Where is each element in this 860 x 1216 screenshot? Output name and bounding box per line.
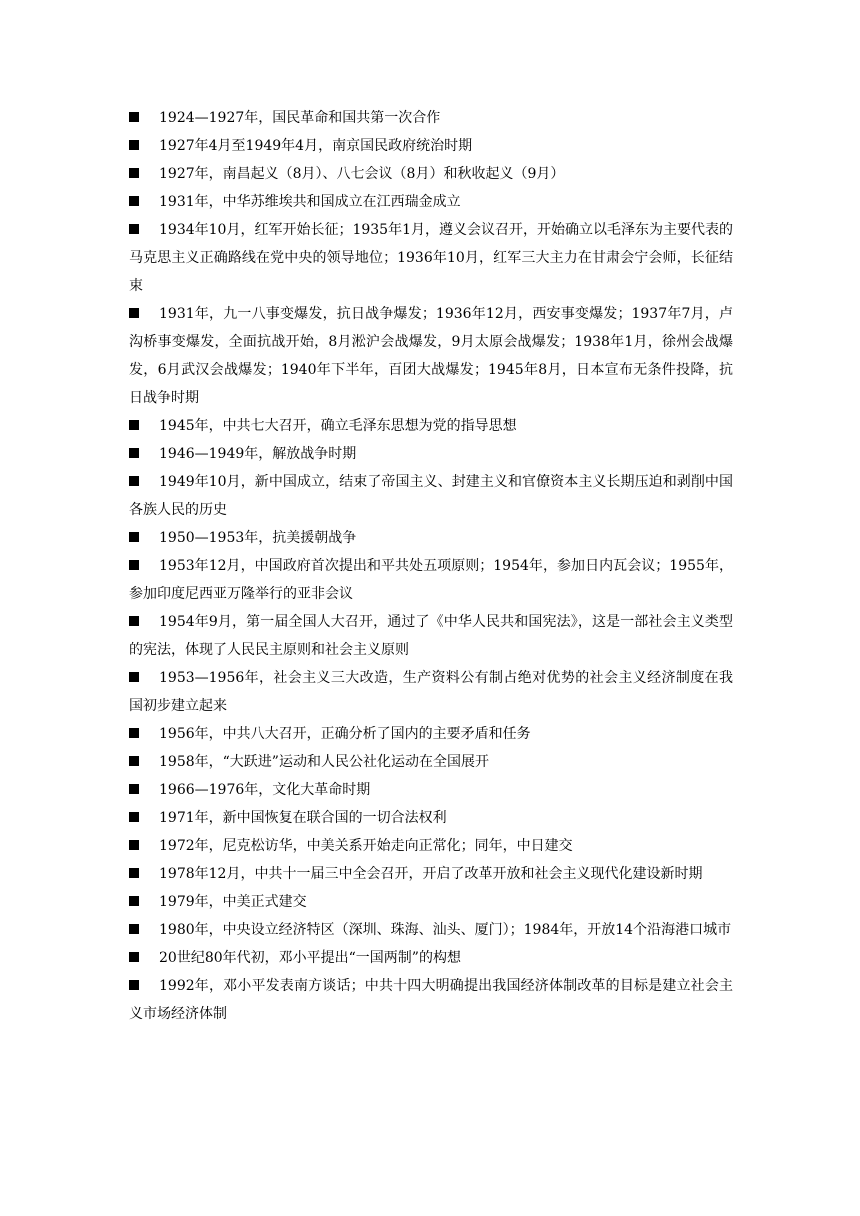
timeline-entry: [129, 944, 733, 972]
square-bullet-icon: [129, 728, 139, 738]
entry-text: 1927年，南昌起义（8月）、八七会议（8月）和秋收起义（9月）: [159, 166, 565, 182]
timeline-entry: [129, 608, 733, 664]
entry-text: 1924—1927年，国民革命和国共第一次合作: [159, 110, 441, 126]
entry-text: 1992年，邓小平发表南方谈话；中共十四大明确提出我国经济体制改革的目标是建立社会主义市场经济体制: [129, 978, 733, 1022]
entry-text: 1927年4月至1949年4月，南京国民政府统治时期: [159, 138, 473, 154]
entry-text: 1931年，中华苏维埃共和国成立在江西瑞金成立: [159, 194, 461, 210]
timeline-entry: [129, 468, 733, 524]
entry-text: 1949年10月，新中国成立，结束了帝国主义、封建主义和官僚资本主义长期压迫和剥削中国各族人民的历史: [129, 474, 733, 518]
timeline-entry: [129, 720, 733, 748]
timeline-entry: [129, 132, 733, 160]
timeline-entry: [129, 664, 733, 720]
square-bullet-icon: [129, 952, 139, 962]
square-bullet-icon: [129, 784, 139, 794]
square-bullet-icon: [129, 840, 139, 850]
timeline-entry: [129, 216, 733, 300]
square-bullet-icon: [129, 420, 139, 430]
timeline-entry: [129, 300, 733, 412]
entry-text: 1945年，中共七大召开，确立毛泽东思想为党的指导思想: [159, 418, 517, 434]
entry-text: 1934年10月，红军开始长征；1935年1月，遵义会议召开，开始确立以毛泽东为主要代表的马克思主义正确路线在党中央的领导地位；1936年10月，红军三大主力在甘肃会宁会师，长征结束: [129, 222, 733, 294]
square-bullet-icon: [129, 476, 139, 486]
square-bullet-icon: [129, 140, 139, 150]
entry-text: 20世纪80年代初，邓小平提出“一国两制”的构想: [159, 950, 461, 966]
document-page: [129, 104, 733, 1028]
entry-text: 1966—1976年，文化大革命时期: [159, 782, 371, 798]
timeline-entry: [129, 888, 733, 916]
timeline-entry: [129, 552, 733, 608]
square-bullet-icon: [129, 560, 139, 570]
square-bullet-icon: [129, 308, 139, 318]
square-bullet-icon: [129, 616, 139, 626]
entry-text: 1946—1949年，解放战争时期: [159, 446, 357, 462]
timeline-entry: [129, 412, 733, 440]
square-bullet-icon: [129, 168, 139, 178]
timeline-entry: [129, 804, 733, 832]
entry-text: 1978年12月，中共十一届三中全会召开，开启了改革开放和社会主义现代化建设新时期: [159, 866, 703, 882]
entry-text: 1954年9月，第一届全国人大召开，通过了《中华人民共和国宪法》，这是一部社会主义类型的宪法，体现了人民民主原则和社会主义原则: [129, 614, 733, 658]
entry-text: 1953—1956年，社会主义三大改造，生产资料公有制占绝对优势的社会主义经济制度在我国初步建立起来: [129, 670, 733, 714]
square-bullet-icon: [129, 812, 139, 822]
square-bullet-icon: [129, 532, 139, 542]
timeline-entry: [129, 860, 733, 888]
entry-text: 1956年，中共八大召开，正确分析了国内的主要矛盾和任务: [159, 726, 531, 742]
timeline-entry: [129, 972, 733, 1028]
timeline-entry: [129, 524, 733, 552]
timeline-entry: [129, 748, 733, 776]
timeline-entry: [129, 440, 733, 468]
entry-text: 1958年，“大跃进”运动和人民公社化运动在全国展开: [159, 754, 489, 770]
square-bullet-icon: [129, 896, 139, 906]
timeline-entry: [129, 916, 733, 944]
square-bullet-icon: [129, 980, 139, 990]
entry-text: 1980年，中央设立经济特区（深圳、珠海、汕头、厦门）；1984年，开放14个沿海港口城市: [159, 922, 732, 938]
entry-text: 1931年，九一八事变爆发，抗日战争爆发；1936年12月，西安事变爆发；1937年7月，卢沟桥事变爆发，全面抗战开始，8月淞沪会战爆发，9月太原会战爆发；1938年1月，徐州会战爆发，6月武汉会战爆发；1940年下半年，百团大战爆发；1945年8月，日本宣布无条件投降，抗日战争时期: [129, 306, 733, 406]
timeline-entry: [129, 776, 733, 804]
timeline-entry: [129, 160, 733, 188]
square-bullet-icon: [129, 224, 139, 234]
timeline-entry: [129, 104, 733, 132]
square-bullet-icon: [129, 448, 139, 458]
entry-text: 1971年，新中国恢复在联合国的一切合法权利: [159, 810, 447, 826]
square-bullet-icon: [129, 756, 139, 766]
square-bullet-icon: [129, 672, 139, 682]
entry-text: 1979年，中美正式建交: [159, 894, 307, 910]
square-bullet-icon: [129, 868, 139, 878]
entry-text: 1950—1953年，抗美援朝战争: [159, 530, 357, 546]
square-bullet-icon: [129, 112, 139, 122]
entry-text: 1972年，尼克松访华，中美关系开始走向正常化；同年，中日建交: [159, 838, 573, 854]
square-bullet-icon: [129, 196, 139, 206]
square-bullet-icon: [129, 924, 139, 934]
timeline-entry: [129, 832, 733, 860]
entry-text: 1953年12月，中国政府首次提出和平共处五项原则；1954年，参加日内瓦会议；1955年，参加印度尼西亚万隆举行的亚非会议: [129, 558, 733, 602]
timeline-entry: [129, 188, 733, 216]
